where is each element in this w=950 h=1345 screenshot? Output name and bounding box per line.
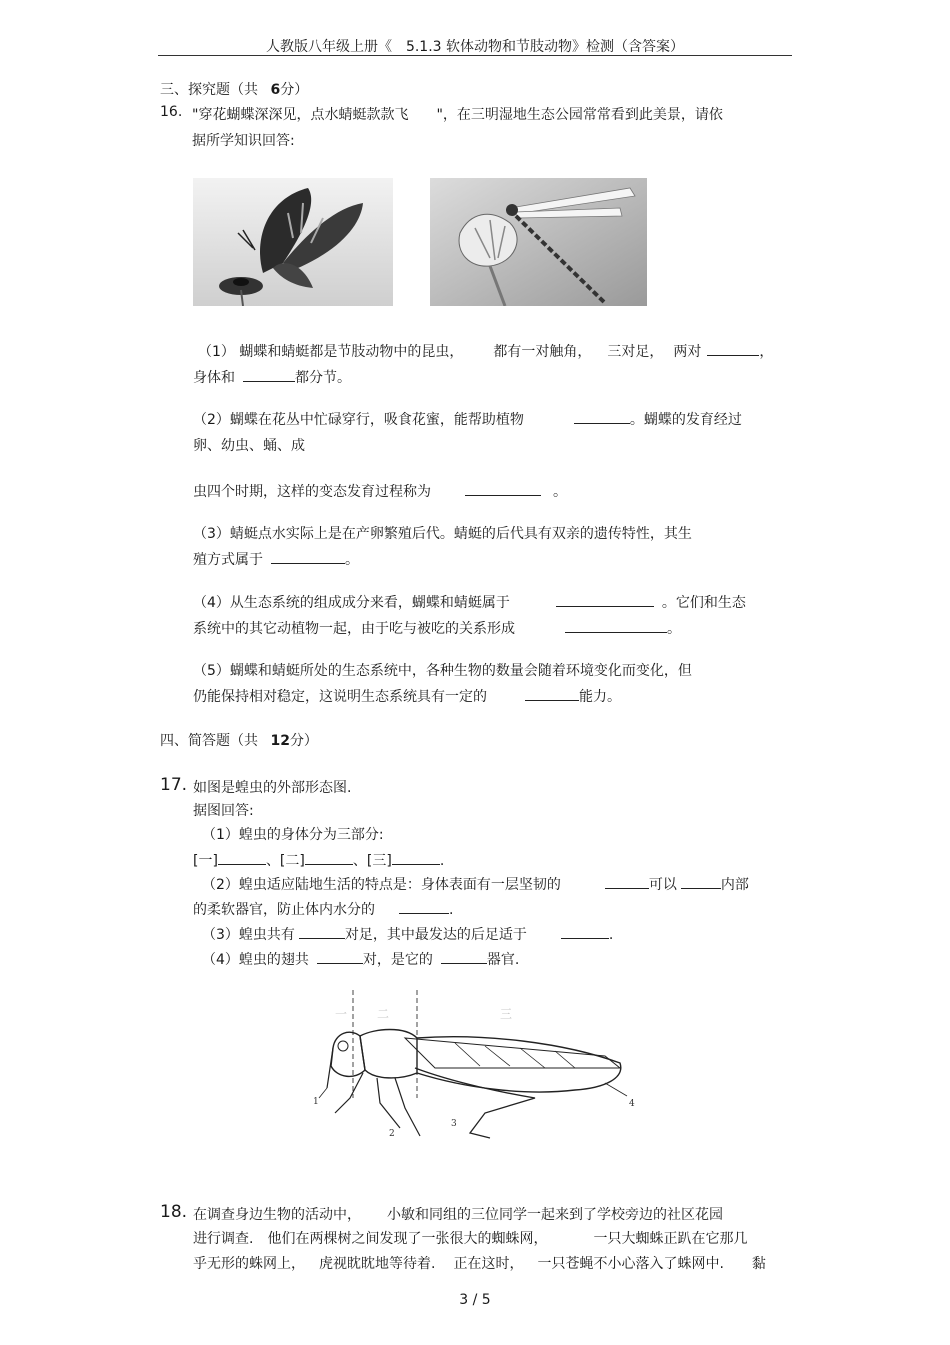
q16-p4-line2: 系统中的其它动植物一起，由于吃与被吃的关系形成 。 (193, 618, 681, 638)
butterfly-photo (193, 178, 393, 306)
blank-consumer (556, 592, 654, 607)
q16-stem-line2: 据所学知识回答: (192, 133, 295, 149)
q17-line2: 据图回答: (193, 803, 254, 819)
label-3: 3 (451, 1119, 457, 1129)
blank-appendages (243, 367, 295, 382)
label-1: 1 (313, 1097, 319, 1107)
section-3-heading: 三、探究题（共 6分） (160, 82, 309, 98)
page-header: 人教版八年级上册《 5.1.3 软体动物和节肢动物》检测（含答案） (265, 39, 685, 55)
q18-line3: 乎无形的蛛网上， 虎视眈眈地等待着. 正在这时， 一只苍蝇不小心落入了蛛网中. 黏 (193, 1256, 766, 1272)
blank-jumping (561, 924, 609, 939)
q17-line5: （2）蝗虫适应陆地生活的特点是：身体表面有一层坚韧的 可以 内部 (202, 874, 749, 894)
blank-head (218, 850, 266, 865)
q16-p5-line1: （5）蝴蝶和蜻蜓所处的生态系统中，各种生物的数量会随着环境变化而变化，但 (193, 663, 692, 679)
blank-reproduction (271, 549, 345, 564)
q16-p1-line2: 身体和 都分节。 (193, 367, 351, 387)
q17-line3: （1）蝗虫的身体分为三部分: (202, 827, 384, 843)
q16-number: 16. (160, 104, 183, 120)
section-label-1: 一 (335, 1007, 348, 1021)
q16-p1-line1: （1） 蝴蝶和蜻蜓都是节肢动物中的昆虫， 都有一对触角， 三对足， 两对 ， (198, 341, 773, 361)
q18-line1: 在调查身边生物的活动中， 小敏和同组的三位同学一起来到了学校旁边的社区花园 (193, 1207, 723, 1223)
section-label-2: 二 (377, 1007, 390, 1021)
q16-p4-line1: （4）从生态系统的组成成分来看，蝴蝶和蜻蜓属于 。它们和生态 (193, 592, 746, 612)
blank-metamorphosis (465, 481, 541, 496)
blank-abdomen (392, 850, 440, 865)
section-label-3: 三 (500, 1007, 513, 1021)
page-number: 3 / 5 (459, 1292, 491, 1308)
q16-p3-line1: （3）蜻蜓点水实际上是在产卵繁殖后代。蜻蜓的后代具有双亲的遗传特性，其生 (193, 526, 692, 542)
q17-line7: （3）蝗虫共有 对足，其中最发达的后足适于 . (202, 924, 613, 944)
q17-line8: （4）蝗虫的翅共 对，是它的 器官. (202, 949, 519, 969)
q16-p5-line2: 仍能保持相对稳定，这说明生态系统具有一定的 能力。 (193, 686, 621, 706)
blank-pollination (574, 409, 630, 424)
q17-line1: 如图是蝗虫的外部形态图. (193, 780, 352, 796)
blank-wing-pairs (317, 949, 363, 964)
section-4-heading: 四、简答题（共 12分） (160, 733, 318, 749)
blank-protect (681, 874, 721, 889)
blank-self-regulation (525, 686, 579, 701)
q16-p2-line2: 卵、幼虫、蛹、成 (193, 438, 305, 454)
q16-p3-line2: 殖方式属于 。 (193, 549, 359, 569)
dragonfly-photo (430, 178, 647, 306)
q16-stem-line1: "穿花蝴蝶深深见，点水蜻蜓款款飞 "，在三明湿地生态公园常常看到此美景，请依 (192, 107, 723, 123)
grasshopper-diagram (305, 988, 650, 1148)
q18-line2: 进行调查. 他们在两棵树之间发现了一张很大的蜘蛛网， 一只大蜘蛛正趴在它那几 (193, 1231, 748, 1247)
q17-line6: 的柔软器官，防止体内水分的 . (193, 899, 453, 919)
blank-thorax (305, 850, 353, 865)
blank-exoskeleton (605, 874, 649, 889)
q17-number: 17. (160, 775, 188, 795)
label-2: 2 (389, 1129, 395, 1139)
label-4: 4 (629, 1099, 635, 1109)
blank-flight (441, 949, 487, 964)
q16-p2-line1: （2）蝴蝶在花丛中忙碌穿行，吸食花蜜，能帮助植物 。蝴蝶的发育经过 (193, 409, 742, 429)
blank-leg-pairs (299, 924, 345, 939)
blank-wings (707, 341, 759, 356)
q18-number: 18. (160, 1202, 188, 1222)
q17-line4: [一] 、[二] 、[三] . (193, 850, 444, 870)
blank-food-chain (565, 618, 667, 633)
header-divider (158, 55, 792, 56)
blank-evaporation (399, 899, 449, 914)
q16-p2-line3: 虫四个时期，这样的变态发育过程称为 。 (193, 481, 567, 501)
